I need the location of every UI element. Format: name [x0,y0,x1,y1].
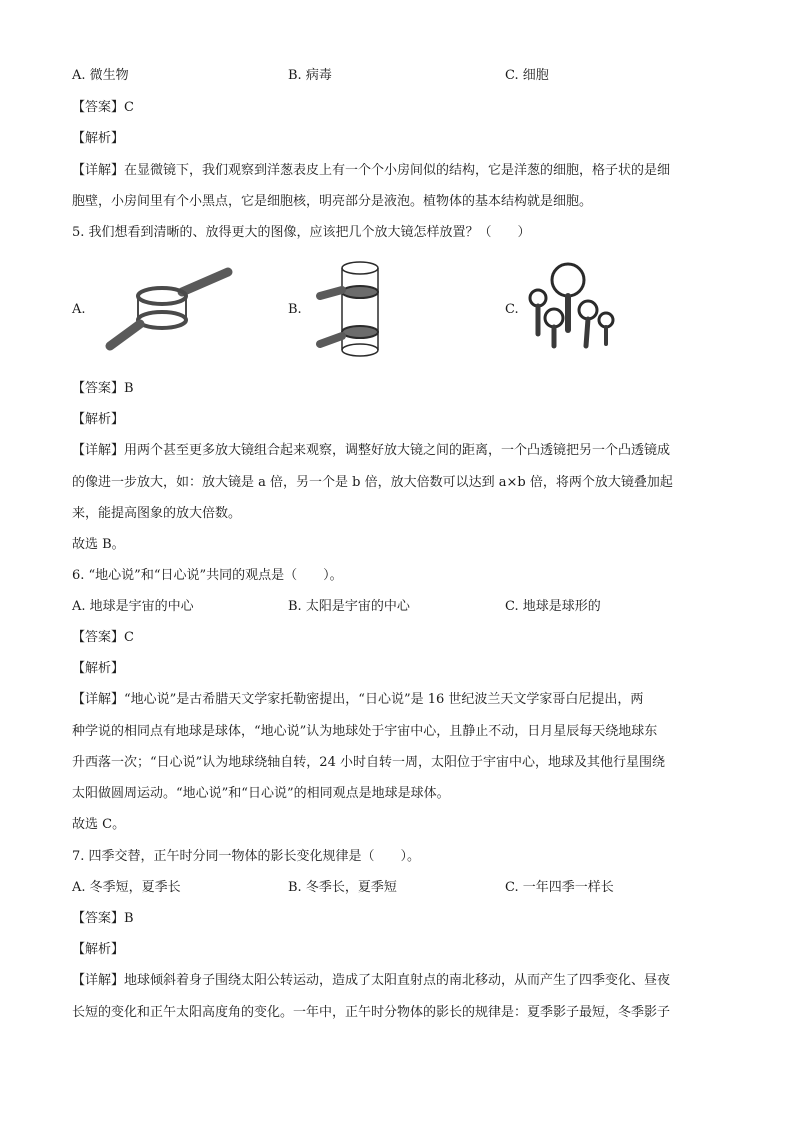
q7-question: 7. 四季交替，正午时分同一物体的影长变化规律是（ ）。 [72,849,421,864]
q5-question: 5. 我们想看到清晰的、放得更大的图像，应该把几个放大镜怎样放置？（ ） [72,225,531,240]
q4-option-c: C. 细胞 [505,68,549,83]
q5-answer: 【答案】B [72,381,134,396]
q6-analysis-heading: 【解析】 [72,661,125,676]
magnifier-pair-vertical-tube-icon [314,256,398,364]
q6-detail-line-2: 种学说的相同点有地球是球体，“地心说”认为地球处于宇宙中心，且静止不动，日月星辰每天绕地球东 [72,724,658,739]
q6-detail-line-1: 【详解】“地心说”是古希腊天文学家托勒密提出，“日心说”是 16 世纪波兰天文学家哥白尼提出，两 [72,692,644,707]
q7-option-a: A. 冬季短，夏季长 [72,880,181,895]
q6-conclusion: 故选 C。 [72,817,126,832]
magnifier-pair-horizontal-icon [104,262,234,358]
q5-detail-line-3: 来，能提高图象的放大倍数。 [72,506,242,521]
q6-option-c: C. 地球是球形的 [505,599,601,614]
q4-answer: 【答案】C [72,100,134,115]
magnifier-group-icon [520,258,620,354]
q4-option-a: A. 微生物 [72,68,129,83]
q7-option-c: C. 一年四季一样长 [505,880,614,895]
q5-detail-line-2: 的像进一步放大，如：放大镜是 a 倍，另一个是 b 倍，放大倍数可以达到 a×b 倍，将两个放大镜叠加起 [72,475,673,490]
q5-figure-b-label: B. [288,302,302,317]
q5-detail-line-1: 【详解】用两个甚至更多放大镜组合起来观察，调整好放大镜之间的距离，一个凸透镜把另一个凸透镜成 [72,443,671,458]
q7-analysis-heading: 【解析】 [72,942,125,957]
q7-detail-line-1: 【详解】地球倾斜着身子围绕太阳公转运动，造成了太阳直射点的南北移动，从而产生了四季变化、昼夜 [72,973,671,988]
q6-answer: 【答案】C [72,630,134,645]
q6-option-a: A. 地球是宇宙的中心 [72,599,194,614]
q7-option-b: B. 冬季长，夏季短 [288,880,397,895]
q5-figure-a-label: A. [72,302,86,317]
q6-detail-line-4: 太阳做圆周运动。“地心说”和“日心说”的相同观点是地球是球体。 [72,786,450,801]
q5-analysis-heading: 【解析】 [72,412,125,427]
q6-option-b: B. 太阳是宇宙的中心 [288,599,410,614]
q7-answer: 【答案】B [72,911,134,926]
q5-conclusion: 故选 B。 [72,537,125,552]
q6-question: 6. “地心说”和“日心说”共同的观点是（ ）。 [72,568,343,583]
q4-detail-line-2: 胞壁，小房间里有个小黑点，它是细胞核，明亮部分是液泡。植物体的基本结构就是细胞。 [72,194,593,209]
q7-detail-line-2: 长短的变化和正午太阳高度角的变化。一年中，正午时分物体的影长的规律是：夏季影子最短，冬季影子 [72,1005,671,1020]
q4-option-b: B. 病毒 [288,68,332,83]
q4-detail-line-1: 【详解】在显微镜下，我们观察到洋葱表皮上有一个个小房间似的结构，它是洋葱的细胞，格子状的是细 [72,163,671,178]
q6-detail-line-3: 升西落一次；“日心说”认为地球绕轴自转，24 小时自转一周，太阳位于宇宙中心，地球及其他行星围绕 [72,755,665,770]
q4-analysis-heading: 【解析】 [72,131,125,146]
q5-figure-c-label: C. [505,302,519,317]
